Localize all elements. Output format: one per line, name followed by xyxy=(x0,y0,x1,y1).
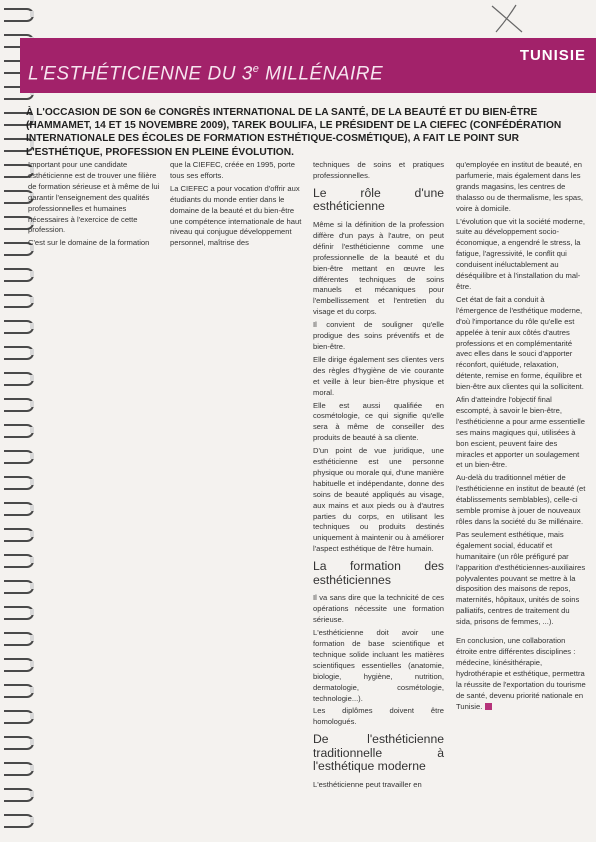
binding-hole xyxy=(30,297,34,303)
paragraph: L'évolution que vit la société moderne, suite au développement socio-économique, a engendré le stress, la fatigue, l'agressivité, le conflit qui conduisent inéluctablement au déséquilibre et à l'installation du mal-être. xyxy=(456,216,585,291)
binding-hole xyxy=(30,271,34,277)
paragraph: Elle est aussi qualifiée en cosmétologie, ce qui signifie qu'elle sera à même de conseiller des produits de beauté à sa cliente. xyxy=(313,400,444,443)
subheading-role: Le rôle d'une esthéticienne xyxy=(313,185,444,214)
binding-hole xyxy=(30,687,34,693)
header-banner xyxy=(20,38,596,93)
section-kicker: TUNISIE xyxy=(519,47,586,64)
column-2 xyxy=(170,160,303,251)
subheading-formation: La formation des esthéticiennes xyxy=(313,559,444,587)
end-mark-icon xyxy=(485,703,492,710)
column-1 xyxy=(28,160,161,251)
binding-hole xyxy=(30,479,34,485)
binding-hole xyxy=(30,427,34,433)
paragraph: En conclusion, une collaboration étroite entre différentes disciplines : médecine, kinésithérapie, hydrothérapie et esthétique, permettra la réussite de l'exportation du tourisme de santé, devenu priorité nationale en Tunisie. xyxy=(456,636,586,711)
paragraph: qu'employée en institut de beauté, en parfumerie, mais également dans les grands magasins, les centres de thalasso ou de thermalisme, les spas, voire à domicile. xyxy=(456,160,584,213)
binding-hole xyxy=(30,11,34,17)
binding-hole xyxy=(30,661,34,667)
paragraph: Même si la définition de la profession diffère d'un pays à l'autre, on peut définir l'esthéticienne comme une professionnelle de la beauté et du bien-être mettant en œuvre les différentes techniques de soins manuels et mécaniques pour l'embellissement et l'entretien du visage et du corps. xyxy=(313,220,444,317)
paragraph: Pas seulement esthétique, mais également social, éducatif et humanitaire (un rôle préfiguré par l'apparition d'esthéticiennes-auxiliaires polyvalentes pouvant se mettre à la disposition des maisons de repos, maternités, hôpitaux, unités de soins palliatifs, centres de traitement du sida, prisons de femmes, ...). xyxy=(456,529,586,627)
pen-mark-icon xyxy=(488,2,528,36)
paragraph: Elle dirige également ses clientes vers des règles d'hygiène de vie courante et veille à leur bien-être physique et moral. xyxy=(313,354,444,397)
binding-hole xyxy=(30,583,34,589)
binding-hole xyxy=(30,453,34,459)
binding-hole xyxy=(30,557,34,563)
paragraph: Afin d'atteindre l'objectif final escompté, à savoir le bien-être, l'esthéticienne a pour arme essentielle ses mains magiques qui, utilisées à bon escient, peuvent faire des miracles et apporter un soulagement et un bien-être. xyxy=(456,395,585,470)
paragraph: L'esthéticienne peut travailler en xyxy=(313,780,422,790)
paragraph: L'esthéticienne doit avoir une formation de base scientifique et technique solide incluant les matières scientifiques essentielles (anatomie, biologie, hygiène, nutrition, dermatologie, cosmétologie, technologie...). xyxy=(313,628,444,703)
paragraph: Important pour une candidate esthéticienne est de trouver une filière de formation sérieuse et à même de lui garantir l'enseignement des qualités professionnelles et humaines nécessaires à l'exercice de cette profession. xyxy=(28,160,160,235)
binding-hole xyxy=(30,349,34,355)
binding-hole xyxy=(30,401,34,407)
paragraph: que la CIEFEC, créée en 1995, porte tous ses efforts. xyxy=(170,160,295,180)
paragraph: Il convient de souligner qu'elle prodigue des soins préventifs et de bien-être. xyxy=(313,320,444,351)
subheading-traditionnelle: De l'esthéticienne traditionnelle à l'esthétique moderne xyxy=(313,732,444,774)
paragraph: C'est sur le domaine de la formation xyxy=(28,238,150,248)
binding-hole xyxy=(30,817,34,823)
paragraph: Au-delà du traditionnel métier de l'esthéticienne en institut de beauté (et établissements semblables), celle-ci semble promise à jouer de nouveaux rôles dans la société du 3e millénaire. xyxy=(456,473,586,526)
paragraph: D'un point de vue juridique, une esthéticienne est une personne physique ou morale qui, d'une manière habituelle et indépendante, donne des soins de beauté appliqués au visage, aux mains et aux pieds ou à d'autres parties du corps, en utilisant les techniques ou produits destinés uniquement à maintenir ou à améliorer l'aspect esthétique de l'être humain. xyxy=(313,446,444,554)
article-title: L'ESTHÉTICIENNE DU 3e MILLÉNAIRE xyxy=(28,63,384,85)
binding-hole xyxy=(30,609,34,615)
binding-hole xyxy=(30,739,34,745)
binding-hole xyxy=(30,765,34,771)
binding-hole xyxy=(30,323,34,329)
paragraph: Cet état de fait a conduit à l'émergence de l'esthétique moderne, d'où l'importance du rôle qu'elle est appelée à tenir aux côtés d'autres professions et en complémentarité avec elles dans le souci d'apporter réconfort, quiétude, relaxation, détente, remise en forme, équilibre et bien-être aux clientes qui la sollicitent. xyxy=(456,294,584,392)
paragraph: La CIEFEC a pour vocation d'offrir aux étudiants du monde entier dans le domaine de la beauté et du bien-être une compétence internationale de haut niveau qui conjugue développement personnel, maîtrise des xyxy=(170,183,302,248)
binding-hole xyxy=(30,531,34,537)
column-3 xyxy=(313,160,444,793)
binding-hole xyxy=(30,713,34,719)
paragraph: techniques de soins et pratiques professionnelles. xyxy=(313,160,444,180)
binding-hole xyxy=(30,375,34,381)
column-4 xyxy=(456,160,587,714)
article-lead: À L'OCCASION DE SON 6e CONGRÈS INTERNATIONAL DE LA SANTÉ, DE LA BEAUTÉ ET DU BIEN-ÊTRE (HAMMAMET, 14 ET 15 NOVEMBRE 2009), TAREK BOULIFA, LE PRÉSIDENT DE LA CIEFEC (CONFÉDÉRATION INTERNATIONALE DES ÉCOLES DE FORMATION ESTHÉTIQUE-COSMÉTIQUE), A FAIT LE POINT SUR L'ESTHÉTIQUE, PROFESSION EN PLEINE ÉVOLUTION. xyxy=(26,107,562,158)
binding-hole xyxy=(30,505,34,511)
binding-hole xyxy=(30,791,34,797)
paragraph: Les diplômes doivent être homologués. xyxy=(313,706,444,727)
binding-hole xyxy=(30,635,34,641)
paragraph: Il va sans dire que la technicité de ces opérations nécessite une formation sérieuse. xyxy=(313,593,444,625)
